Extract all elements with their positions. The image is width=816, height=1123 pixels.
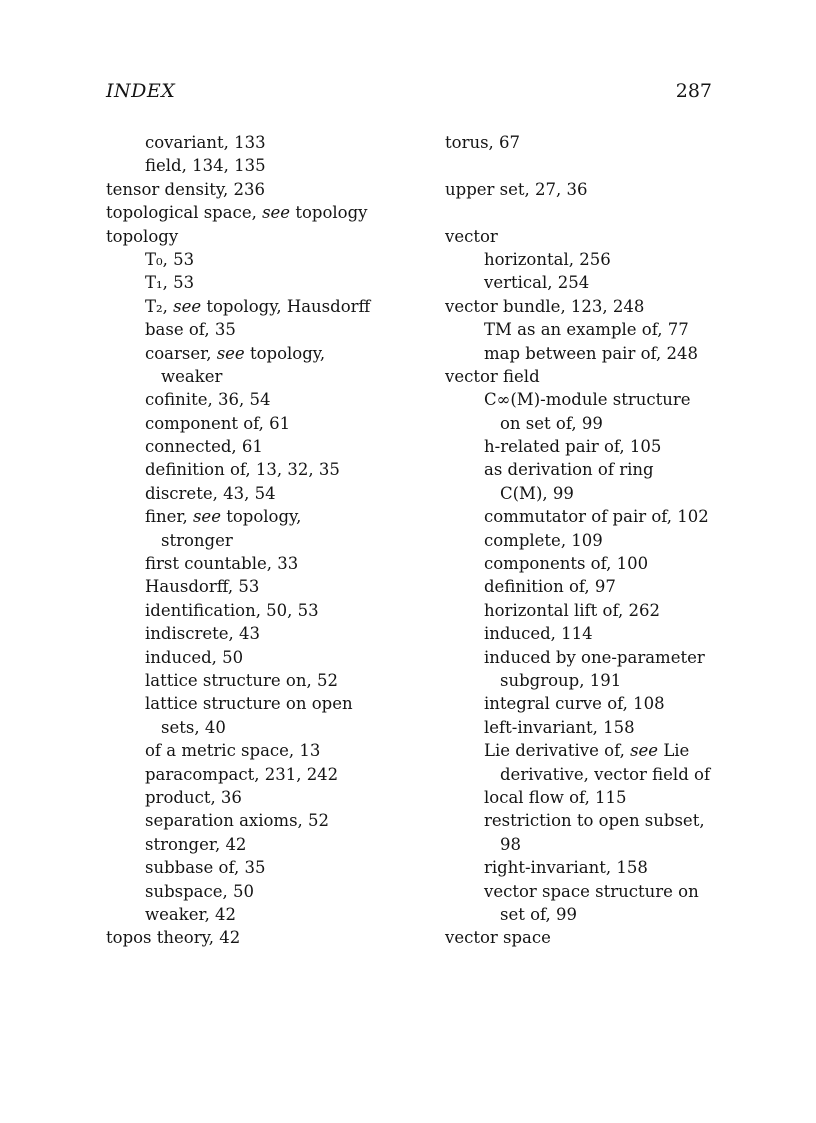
index-subentry bbox=[106, 248, 406, 271]
entry-text: field, 134, 135 bbox=[145, 156, 266, 176]
entry-text: stronger bbox=[161, 530, 233, 550]
entry-text: on set of, 99 bbox=[500, 413, 603, 433]
index-subentry bbox=[445, 248, 745, 271]
entry-text: finer, bbox=[145, 507, 193, 527]
entry-text: discrete, 43, 54 bbox=[145, 483, 276, 503]
index-subentry bbox=[106, 903, 406, 926]
index-subentry bbox=[106, 622, 406, 645]
entry-text: topological space, bbox=[106, 203, 263, 223]
entry-text: weaker, 42 bbox=[145, 904, 237, 924]
index-subentry bbox=[445, 880, 745, 903]
entry-text: identification, 50, 53 bbox=[145, 600, 319, 620]
index-subentry bbox=[106, 763, 406, 786]
index-continuation bbox=[445, 669, 745, 692]
index-subentry bbox=[445, 692, 745, 715]
index-continuation bbox=[445, 412, 745, 435]
entry-text: definition of, 13, 32, 35 bbox=[145, 460, 340, 480]
entry-text: as derivation of ring bbox=[484, 460, 654, 480]
index-subentry bbox=[106, 412, 406, 435]
index-continuation bbox=[106, 716, 406, 739]
entry-text: cofinite, 36, 54 bbox=[145, 390, 271, 410]
index-subentry bbox=[445, 646, 745, 669]
entry-text: stronger, 42 bbox=[145, 834, 247, 854]
index-continuation bbox=[106, 529, 406, 552]
index-subentry bbox=[106, 880, 406, 903]
entry-text: local flow of, 115 bbox=[484, 787, 627, 807]
entry-text: topology bbox=[106, 226, 179, 246]
index-spacer bbox=[445, 201, 745, 224]
entry-text: torus, 67 bbox=[445, 133, 521, 152]
index-subentry bbox=[445, 318, 745, 341]
index-subentry bbox=[445, 622, 745, 645]
index-continuation bbox=[106, 365, 406, 388]
entry-text: weaker bbox=[161, 366, 223, 386]
entry-text: sets, 40 bbox=[161, 717, 226, 737]
see-target: topology, bbox=[220, 507, 302, 527]
entry-text: 98 bbox=[500, 834, 521, 854]
index-spacer bbox=[445, 154, 745, 177]
entry-text: integral curve of, 108 bbox=[484, 694, 665, 714]
see-target: topology bbox=[290, 203, 368, 223]
entry-text: T₂, bbox=[145, 296, 174, 316]
entry-text: horizontal lift of, 262 bbox=[484, 600, 660, 620]
index-subentry bbox=[106, 856, 406, 879]
index-subentry bbox=[445, 809, 745, 832]
entry-text: paracompact, 231, 242 bbox=[145, 764, 339, 784]
entry-text: T₀, 53 bbox=[145, 249, 195, 269]
index-subentry bbox=[106, 552, 406, 575]
see-target: Lie bbox=[658, 741, 690, 761]
index-subentry bbox=[106, 482, 406, 505]
entry-text: base of, 35 bbox=[145, 320, 236, 340]
see-target: topology, Hausdorff bbox=[201, 296, 371, 316]
entry-text: of a metric space, 13 bbox=[145, 741, 321, 761]
entry-text: coarser, bbox=[145, 343, 217, 363]
entry-text: complete, 109 bbox=[484, 530, 603, 550]
entry-text: vector space structure on bbox=[484, 881, 699, 901]
index-subentry bbox=[106, 295, 406, 318]
entry-text: C∞(M)-module structure bbox=[484, 390, 691, 410]
entry-text: product, 36 bbox=[145, 787, 242, 807]
index-continuation bbox=[445, 833, 745, 856]
entry-text: separation axioms, 52 bbox=[145, 811, 330, 831]
index-entry bbox=[106, 225, 406, 248]
index-entry bbox=[445, 131, 745, 154]
index-subentry bbox=[445, 505, 745, 528]
entry-text: tensor density, 236 bbox=[106, 179, 265, 199]
index-subentry bbox=[445, 388, 745, 411]
entry-text: C(M), 99 bbox=[500, 483, 574, 503]
entry-text: Lie derivative of, bbox=[484, 741, 631, 761]
index-subentry bbox=[445, 716, 745, 739]
index-subentry bbox=[445, 552, 745, 575]
entry-text: T₁, 53 bbox=[145, 273, 195, 293]
index-subentry bbox=[106, 154, 406, 177]
index-subentry bbox=[445, 599, 745, 622]
index-continuation bbox=[445, 903, 745, 926]
entry-text: definition of, 97 bbox=[484, 577, 616, 597]
entry-text: components of, 100 bbox=[484, 554, 649, 574]
entry-text: right-invariant, 158 bbox=[484, 858, 648, 878]
entry-text: induced, 50 bbox=[145, 647, 244, 667]
index-subentry bbox=[445, 739, 745, 762]
entry-text: covariant, 133 bbox=[145, 133, 266, 152]
index-subentry bbox=[106, 786, 406, 809]
see-reference: see bbox=[173, 296, 202, 316]
page-header bbox=[106, 80, 712, 106]
see-reference: see bbox=[216, 343, 245, 363]
entry-text: first countable, 33 bbox=[145, 554, 299, 574]
index-column-left bbox=[106, 131, 406, 950]
index-subentry bbox=[106, 505, 406, 528]
index-subentry bbox=[106, 575, 406, 598]
entry-text: left-invariant, 158 bbox=[484, 717, 635, 737]
index-entry bbox=[106, 926, 406, 949]
entry-text: map between pair of, 248 bbox=[484, 343, 699, 363]
entry-text: commutator of pair of, 102 bbox=[484, 507, 709, 527]
entry-text: induced, 114 bbox=[484, 624, 593, 644]
index-subentry bbox=[445, 435, 745, 458]
index-entry bbox=[445, 225, 745, 248]
index-subentry bbox=[445, 271, 745, 294]
entry-text: restriction to open subset, bbox=[484, 811, 705, 831]
index-entry bbox=[445, 295, 745, 318]
entry-text: indiscrete, 43 bbox=[145, 624, 260, 644]
entry-text: subgroup, 191 bbox=[500, 670, 622, 690]
entry-text: set of, 99 bbox=[500, 904, 578, 924]
entry-text: vector space bbox=[445, 928, 551, 948]
entry-text: vector bbox=[445, 226, 498, 246]
entry-text: topos theory, 42 bbox=[106, 928, 241, 948]
index-subentry bbox=[445, 529, 745, 552]
index-subentry bbox=[106, 739, 406, 762]
entry-text: subspace, 50 bbox=[145, 881, 255, 901]
index-continuation bbox=[445, 763, 745, 786]
entry-text: derivative, vector field of bbox=[500, 764, 711, 784]
entry-text: subbase of, 35 bbox=[145, 858, 266, 878]
index-column-right bbox=[445, 131, 745, 950]
index-subentry bbox=[106, 809, 406, 832]
index-subentry bbox=[106, 131, 406, 154]
index-entry bbox=[445, 365, 745, 388]
see-reference: see bbox=[192, 507, 221, 527]
index-entry bbox=[106, 178, 406, 201]
entry-text: TM as an example of, 77 bbox=[484, 320, 689, 340]
index-subentry bbox=[106, 458, 406, 481]
entry-text: horizontal, 256 bbox=[484, 249, 611, 269]
entry-text: vertical, 254 bbox=[484, 273, 590, 293]
entry-text: Hausdorff, 53 bbox=[145, 577, 260, 597]
index-continuation bbox=[445, 482, 745, 505]
entry-text: h-related pair of, 105 bbox=[484, 437, 662, 457]
index-subentry bbox=[106, 599, 406, 622]
index-subentry bbox=[106, 669, 406, 692]
index-subentry bbox=[445, 786, 745, 809]
index-subentry bbox=[106, 318, 406, 341]
index-subentry bbox=[106, 833, 406, 856]
index-entry bbox=[445, 178, 745, 201]
index-subentry bbox=[445, 575, 745, 598]
index-subentry bbox=[445, 458, 745, 481]
index-subentry bbox=[106, 435, 406, 458]
index-subentry bbox=[106, 271, 406, 294]
index-entry bbox=[445, 926, 745, 949]
index-subentry bbox=[106, 388, 406, 411]
running-head: INDEX bbox=[106, 80, 176, 102]
entry-text: lattice structure on open bbox=[145, 694, 353, 714]
entry-text: component of, 61 bbox=[145, 413, 291, 433]
index-subentry bbox=[106, 342, 406, 365]
index-subentry bbox=[445, 342, 745, 365]
entry-text: vector field bbox=[445, 366, 540, 386]
index-subentry bbox=[106, 692, 406, 715]
entry-text: induced by one-parameter bbox=[484, 647, 705, 667]
page-number: 287 bbox=[675, 80, 712, 102]
index-subentry bbox=[106, 646, 406, 669]
entry-text: lattice structure on, 52 bbox=[145, 670, 338, 690]
entry-text: vector bundle, 123, 248 bbox=[445, 296, 645, 316]
see-target: topology, bbox=[244, 343, 326, 363]
entry-text: connected, 61 bbox=[145, 437, 263, 457]
see-reference: see bbox=[630, 741, 659, 761]
entry-text: upper set, 27, 36 bbox=[445, 179, 588, 199]
index-subentry bbox=[445, 856, 745, 879]
index-entry bbox=[106, 201, 406, 224]
see-reference: see bbox=[262, 203, 291, 223]
